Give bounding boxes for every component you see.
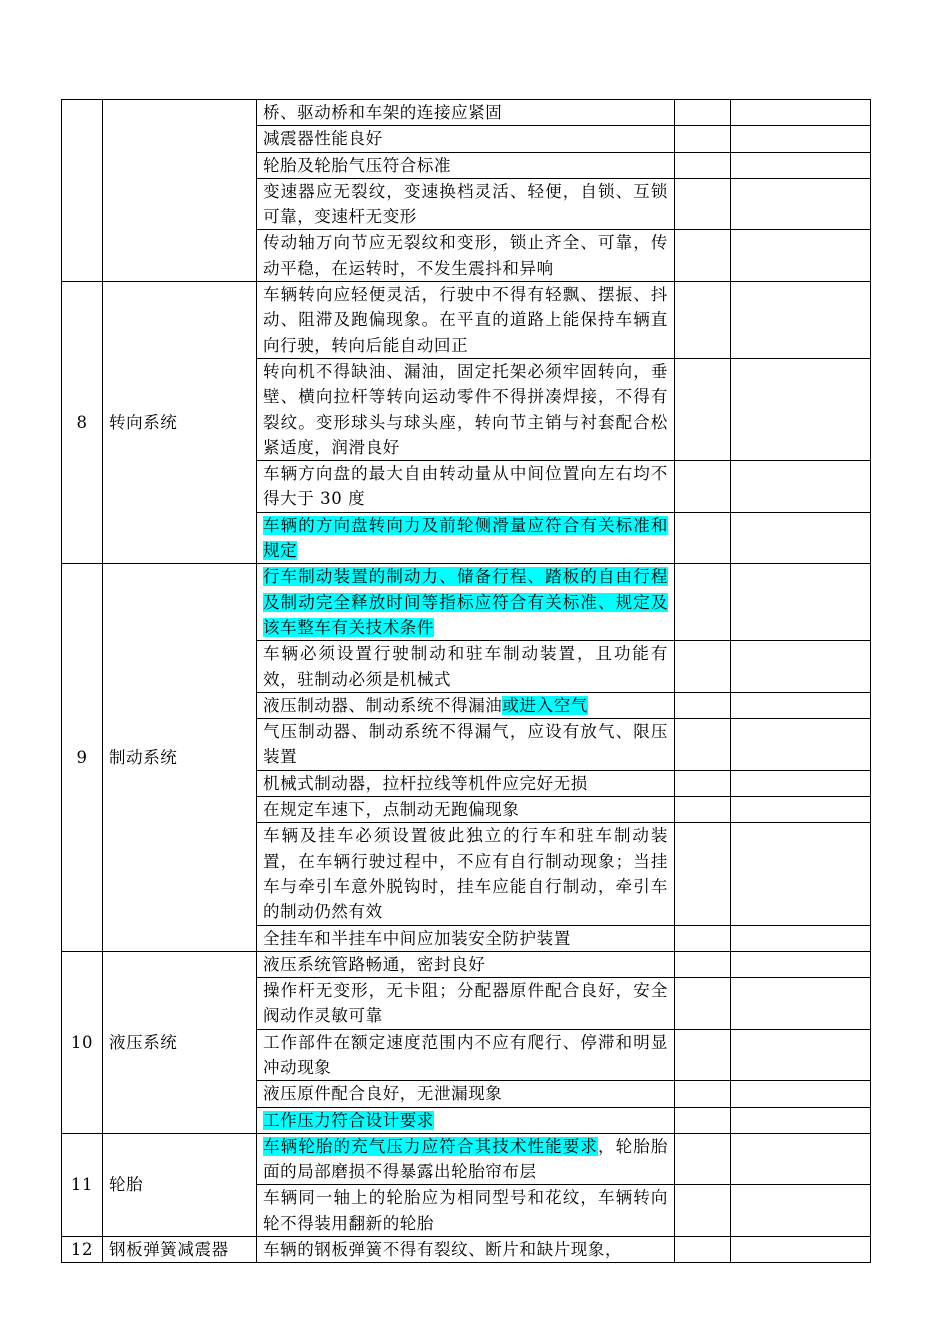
item-number-cell <box>62 100 103 282</box>
remark-cell <box>731 951 871 977</box>
check-result-cell <box>675 925 731 951</box>
check-result-cell <box>675 282 731 359</box>
requirement-cell <box>257 797 675 823</box>
requirement-cell <box>257 100 675 126</box>
requirement-text: 减震器性能良好 <box>263 129 383 149</box>
remark-cell <box>731 358 871 460</box>
remark-cell <box>731 1185 871 1237</box>
highlighted-text: 车辆的方向盘转向力及前轮侧滑量应符合有关标准和规定 <box>263 515 668 561</box>
remark-cell <box>731 512 871 564</box>
requirement-cell <box>257 126 675 152</box>
remark-cell <box>731 282 871 359</box>
requirement-cell <box>257 951 675 977</box>
check-result-cell <box>675 230 731 282</box>
requirement-text: 液压系统管路畅通，密封良好 <box>263 954 486 974</box>
highlighted-text: 车辆轮胎的充气压力应符合其技术性能要求 <box>263 1136 598 1156</box>
requirement-text: 液压制动器、制动系统不得漏油 <box>263 695 503 715</box>
remark-cell <box>731 641 871 693</box>
item-number-cell: 12 <box>62 1237 103 1263</box>
check-result-cell <box>675 641 731 693</box>
check-result-cell <box>675 770 731 796</box>
requirement-cell <box>257 1107 675 1133</box>
requirement-text: 车辆必须设置行驶制动和驻车制动装置，且功能有效，驻制动必须是机械式 <box>263 644 668 689</box>
requirement-cell <box>257 823 675 925</box>
inspection-table <box>61 99 871 1263</box>
highlighted-text: 工作压力符合设计要求 <box>263 1110 434 1130</box>
table-row <box>62 100 871 126</box>
check-result-cell <box>675 951 731 977</box>
requirement-cell <box>257 978 675 1030</box>
check-result-cell <box>675 461 731 513</box>
requirement-text: 在规定车速下，点制动无跑偏现象 <box>263 800 520 820</box>
remark-cell <box>731 1133 871 1185</box>
check-result-cell <box>675 1029 731 1081</box>
requirement-cell <box>257 925 675 951</box>
check-result-cell <box>675 1107 731 1133</box>
requirement-cell <box>257 770 675 796</box>
requirement-text: 车辆的钢板弹簧不得有裂纹、断片和缺片现象， <box>263 1240 623 1260</box>
requirement-cell <box>257 1133 675 1185</box>
check-result-cell <box>675 358 731 460</box>
requirement-text: 转向机不得缺油、漏油，固定托架必须牢固转向，垂壁、横向拉杆等转向运动零件不得拼凑焊接，不得有裂纹。变形球头与球头座，转向节主销与衬套配合松紧适度，润滑良好 <box>263 361 668 457</box>
table-row <box>62 1237 871 1263</box>
system-name-cell: 液压系统 <box>103 951 257 1133</box>
requirement-text: 轮胎及轮胎气压符合标准 <box>263 155 452 175</box>
check-result-cell <box>675 564 731 641</box>
requirement-text: 桥、驱动桥和车架的连接应紧固 <box>263 103 503 122</box>
check-result-cell <box>675 1133 731 1185</box>
requirement-cell <box>257 282 675 359</box>
requirement-text: 变速器应无裂纹，变速换档灵活、轻便，自锁、互锁可靠，变速杆无变形 <box>263 181 668 227</box>
requirement-text: 车辆同一轴上的轮胎应为相同型号和花纹，车辆转向轮不得装用翻新的轮胎 <box>263 1188 668 1233</box>
highlighted-text: 行车制动装置的制动力、储备行程、踏板的自由行程及制动完全释放时间等指标应符合有关标准、规定及该车整车有关技术条件 <box>263 567 668 637</box>
remark-cell <box>731 823 871 925</box>
item-number-cell: 11 <box>62 1133 103 1236</box>
remark-cell <box>731 1081 871 1107</box>
requirement-cell <box>257 512 675 564</box>
remark-cell <box>731 1107 871 1133</box>
requirement-text: 车辆方向盘的最大自由转动量从中间位置向左右均不得大于 30 度 <box>263 464 668 509</box>
requirement-cell <box>257 358 675 460</box>
check-result-cell <box>675 797 731 823</box>
check-result-cell <box>675 1081 731 1107</box>
requirement-text: 车辆及挂车必须设置彼此独立的行车和驻车制动装置，在车辆行驶过程中，不应有自行制动现象；当挂车与牵引车意外脱钩时，挂车应能自行制动，牵引车的制动仍然有效 <box>263 826 668 922</box>
remark-cell <box>731 461 871 513</box>
table-row <box>62 282 871 359</box>
remark-cell <box>731 797 871 823</box>
requirement-cell <box>257 461 675 513</box>
remark-cell <box>731 564 871 641</box>
system-name-cell: 钢板弹簧减震器 <box>103 1237 257 1263</box>
item-number-cell: 10 <box>62 951 103 1133</box>
requirement-cell <box>257 719 675 771</box>
table-row <box>62 1133 871 1185</box>
requirement-text: 工作部件在额定速度范围内不应有爬行、停滞和明显冲动现象 <box>263 1032 668 1077</box>
system-name-cell <box>103 100 257 282</box>
requirement-text: 车辆转向应轻便灵活，行驶中不得有轻飘、摆振、抖动、阻滞及跑偏现象。在平直的道路上能保持车辆直向行驶，转向后能自动回正 <box>263 285 668 355</box>
requirement-text: ，轮胎胎面的局部磨损不得暴露出轮胎帘布层 <box>263 1136 668 1182</box>
remark-cell <box>731 692 871 718</box>
requirement-cell <box>257 641 675 693</box>
requirement-text: 传动轴万向节应无裂纹和变形，锁止齐全、可靠，传动平稳，在运转时，不发生震抖和异响 <box>263 233 668 278</box>
requirement-cell <box>257 692 675 718</box>
check-result-cell <box>675 692 731 718</box>
highlighted-text: 或进入空气 <box>502 695 588 715</box>
requirement-cell <box>257 1029 675 1081</box>
requirement-cell <box>257 1237 675 1263</box>
requirement-text: 操作杆无变形，无卡阻；分配器原件配合良好，安全阀动作灵敏可靠 <box>263 981 668 1026</box>
system-name-cell: 制动系统 <box>103 564 257 951</box>
requirement-cell <box>257 178 675 230</box>
remark-cell <box>731 230 871 282</box>
remark-cell <box>731 1237 871 1263</box>
remark-cell <box>731 770 871 796</box>
remark-cell <box>731 1029 871 1081</box>
check-result-cell <box>675 1185 731 1237</box>
requirement-cell <box>257 152 675 178</box>
check-result-cell <box>675 719 731 771</box>
check-result-cell <box>675 823 731 925</box>
item-number-cell: 9 <box>62 564 103 951</box>
requirement-text: 液压原件配合良好，无泄漏现象 <box>263 1084 503 1104</box>
table-row <box>62 564 871 641</box>
requirement-text: 机械式制动器，拉杆拉线等机件应完好无损 <box>263 773 588 793</box>
check-result-cell <box>675 100 731 126</box>
system-name-cell: 轮胎 <box>103 1133 257 1236</box>
requirement-cell <box>257 564 675 641</box>
check-result-cell <box>675 126 731 152</box>
table-row <box>62 951 871 977</box>
requirement-cell <box>257 1081 675 1107</box>
check-result-cell <box>675 1237 731 1263</box>
check-result-cell <box>675 178 731 230</box>
check-result-cell <box>675 978 731 1030</box>
requirement-cell <box>257 230 675 282</box>
requirement-text: 气压制动器、制动系统不得漏气，应设有放气、限压装置 <box>263 722 668 767</box>
check-result-cell <box>675 152 731 178</box>
item-number-cell: 8 <box>62 282 103 564</box>
system-name-cell: 转向系统 <box>103 282 257 564</box>
inspection-table-body <box>62 100 871 1263</box>
remark-cell <box>731 178 871 230</box>
remark-cell <box>731 126 871 152</box>
requirement-text: 全挂车和半挂车中间应加装安全防护装置 <box>263 928 571 948</box>
check-result-cell <box>675 512 731 564</box>
remark-cell <box>731 978 871 1030</box>
remark-cell <box>731 925 871 951</box>
remark-cell <box>731 152 871 178</box>
remark-cell <box>731 100 871 126</box>
requirement-cell <box>257 1185 675 1237</box>
remark-cell <box>731 719 871 771</box>
